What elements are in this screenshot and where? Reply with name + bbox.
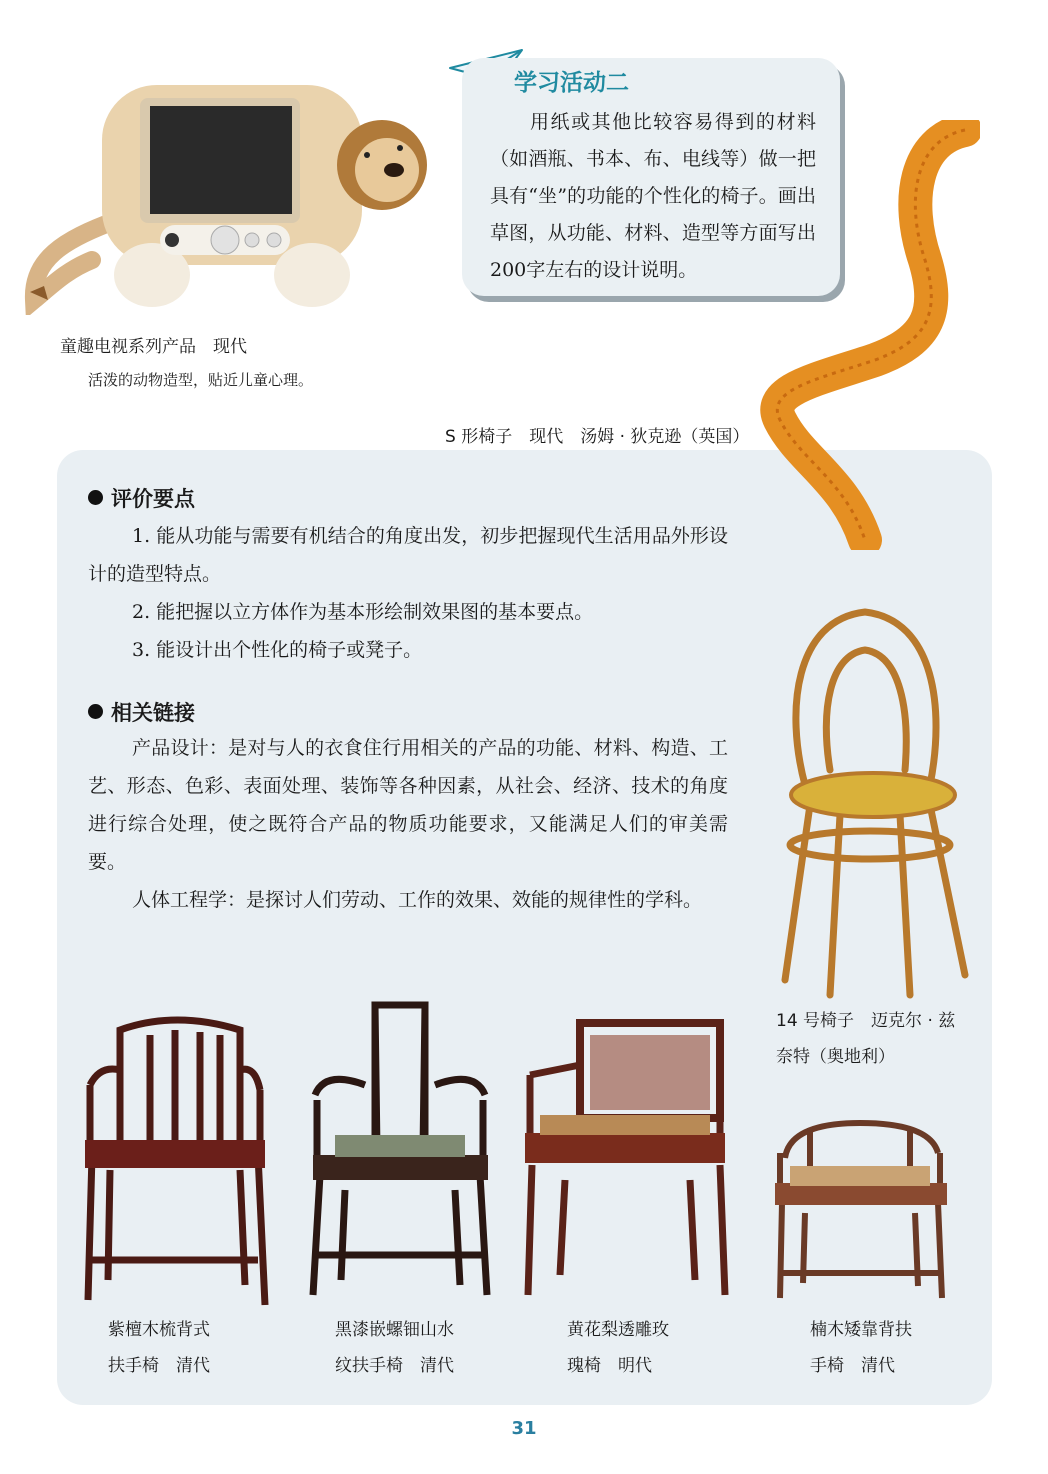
evaluation-heading: 评价要点 bbox=[88, 483, 195, 513]
chair-caption-2: 黑漆嵌螺钿山水 纹扶手椅 清代 bbox=[335, 1320, 454, 1376]
evaluation-item: 1. 能从功能与需要有机结合的角度出发，初步把握现代生活用品外形设计的造型特点。 bbox=[88, 525, 728, 585]
page-number: 31 bbox=[511, 1418, 537, 1439]
evaluation-list bbox=[88, 517, 728, 669]
s-chair-caption: S 形椅子 现代 汤姆 · 狄克逊（英国） bbox=[445, 427, 750, 447]
tv-description: 活泼的动物造型，贴近儿童心理。 bbox=[88, 371, 314, 389]
links-body bbox=[88, 729, 728, 919]
zitan-armchair-image bbox=[80, 1010, 270, 1310]
chair-caption-3: 黄花梨透雕玫 瑰椅 明代 bbox=[567, 1320, 669, 1376]
lion-tv-image bbox=[22, 70, 427, 315]
chair14-caption: 14 号椅子 迈克尔 · 兹 奈特（奥地利） bbox=[776, 1011, 956, 1067]
tv-caption: 童趣电视系列产品 现代 bbox=[60, 337, 247, 357]
black-lacquer-armchair-image bbox=[305, 990, 495, 1305]
activity-body: 用纸或其他比较容易得到的材料（如酒瓶、书本、布、电线等）做一把具有“坐”的功能的个性化的椅子。画出草图，从功能、材料、造型等方面写出200字左右的设计说明。 bbox=[490, 111, 816, 281]
activity-title: 学习活动二 bbox=[514, 70, 629, 96]
bullet-dot-icon bbox=[88, 490, 103, 505]
links-heading: 相关链接 bbox=[88, 697, 195, 727]
s-chair-image bbox=[755, 120, 980, 550]
chair-caption-1: 紫檀木梳背式 扶手椅 清代 bbox=[108, 1320, 210, 1376]
evaluation-item: 2. 能把握以立方体作为基本形绘制效果图的基本要点。 bbox=[132, 601, 594, 623]
evaluation-item: 3. 能设计出个性化的椅子或凳子。 bbox=[132, 639, 423, 661]
huanghuali-rose-chair-image bbox=[520, 1015, 730, 1305]
links-paragraph: 产品设计：是对与人的衣食住行用相关的产品的功能、材料、构造、工艺、形态、色彩、表面处理、装饰等各种因素，从社会、经济、技术的角度进行综合处理，使之既符合产品的物质功能要求，又能满足人们的审美需要。 bbox=[88, 737, 728, 873]
bullet-dot-icon bbox=[88, 704, 103, 719]
links-paragraph: 人体工程学：是探讨人们劳动、工作的效果、效能的规律性的学科。 bbox=[132, 889, 703, 911]
chair-caption-4: 楠木矮靠背扶 手椅 清代 bbox=[810, 1320, 912, 1376]
nanmu-low-back-armchair-image bbox=[770, 1108, 950, 1308]
bentwood-chair-image bbox=[765, 600, 975, 1000]
